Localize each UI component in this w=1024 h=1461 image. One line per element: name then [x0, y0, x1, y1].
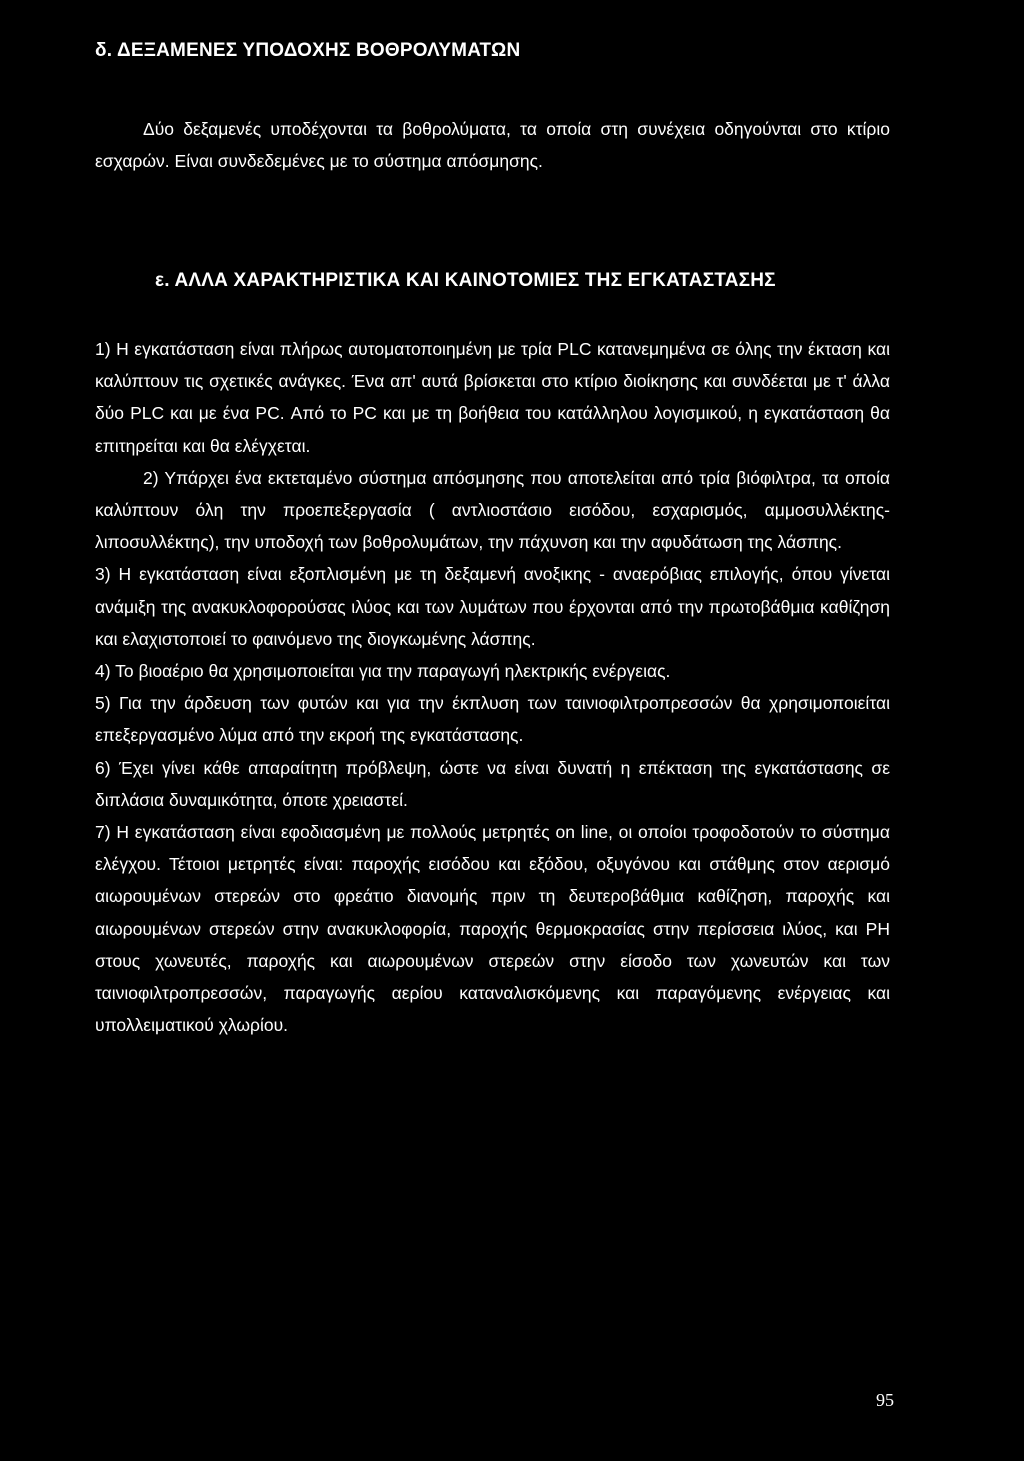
feature-item-4: 4) Το βιοαέριο θα χρησιμοποιείται για την παραγωγή ηλεκτρικής ενέργειας. — [95, 661, 671, 682]
section-heading-delta: δ. ΔΕΞΑΜΕΝΕΣ ΥΠΟΔΟΧΗΣ ΒΟΘΡΟΛΥΜΑΤΩΝ — [95, 40, 521, 61]
feature-item-6: 6) Έχει γίνει κάθε απαραίτητη πρόβλεψη, ώστε να είναι δυνατή η επέκταση της εγκατάστασης σε διπλάσια δυναμικότητα, όποτε χρειαστεί. — [95, 757, 890, 810]
feature-item-3: 3) Η εγκατάσταση είναι εξοπλισμένη με τη δεξαμενή ανοξικης - αναερόβιας επιλογής, όπου γίνεται ανάμιξη της ανακυκλοφορούσας ιλύος και των λυμάτων που έρχονται από την πρωτοβάθμια καθίζηση και ελαχιστοποιεί το φαινόμενο της διογκωμένης λάσπης. — [95, 564, 890, 649]
section-heading-epsilon: ε. ΑΛΛΑ ΧΑΡΑΚΤΗΡΙΣΤΙΚΑ ΚΑΙ ΚΑΙΝΟΤΟΜΙΕΣ ΤΗΣ ΕΓΚΑΤΑΣΤΑΣΗΣ — [155, 270, 776, 291]
features-list — [95, 333, 890, 1041]
feature-item-2: 2) Υπάρχει ένα εκτεταμένο σύστημα απόσμησης που αποτελείται από τρία βιόφιλτρα, τα οποία καλύπτουν όλη την προεπεξεργασία ( αντλιοστάσιο εισόδου, εσχαρισμός, αμμοσυλλέκτης- λιποσυλλέκτης), την υποδοχή των βοθρολυμάτων, την πάχυνση και την αφυδάτωση της λάσπης. — [95, 467, 890, 553]
page-number: 95 — [876, 1390, 894, 1410]
feature-item-5: 5) Για την άρδευση των φυτών και για την έκπλυση των ταινιοφιλτροπρεσσών θα χρησιμοποιείται επεξεργασμένο λύμα από την εκροή της εγκατάστασης. — [95, 693, 890, 746]
section-delta-paragraph: Δύο δεξαμενές υποδέχονται τα βοθρολύματα, τα οποία στη συνέχεια οδηγούνται στο κτίριο εσχαρών. Είναι συνδεδεμένες με το σύστημα απόσμησης. — [95, 119, 890, 172]
feature-item-7: 7) Η εγκατάσταση είναι εφοδιασμένη με πολλούς μετρητές on line, οι οποίοι τροφοδοτούν το σύστημα ελέγχου. Τέτοιοι μετρητές είναι: παροχής εισόδου και εξόδου, οξυγόνου και στάθμης στον αερισμό αιωρουμένων στερεών στο φρεάτιο διανομής πριν τη δευτεροβάθμια καθίζηση, παροχής και αιωρουμένων στερεών στην ανακυκλοφορία, παροχής θερμοκρασίας στην περίσσεια ιλύος, και PH στους χωνευτές, παροχής και αιωρουμένων στερεών στην είσοδο των χωνευτών και των ταινιοφιλτροπρεσσών, παραγωγής αερίου καταναλισκόμενης και παραγόμενης ενέργειας και υπολλειματικού χλωρίου. — [95, 822, 890, 1036]
feature-item-1: 1) Η εγκατάσταση είναι πλήρως αυτοματοποιημένη με τρία PLC κατανεμημένα σε όλης την έκταση και καλύπτουν τις σχετικές ανάγκες. Ένα απ' αυτά βρίσκεται στο κτίριο διοίκησης και συνδέεται με τ' άλλα δύο PLC και με ένα PC. Από το PC και με τη βοήθεια του κατάλληλου λογισμικού, η εγκατάσταση θα επιτηρείται και θα ελέγχεται. — [95, 339, 890, 456]
